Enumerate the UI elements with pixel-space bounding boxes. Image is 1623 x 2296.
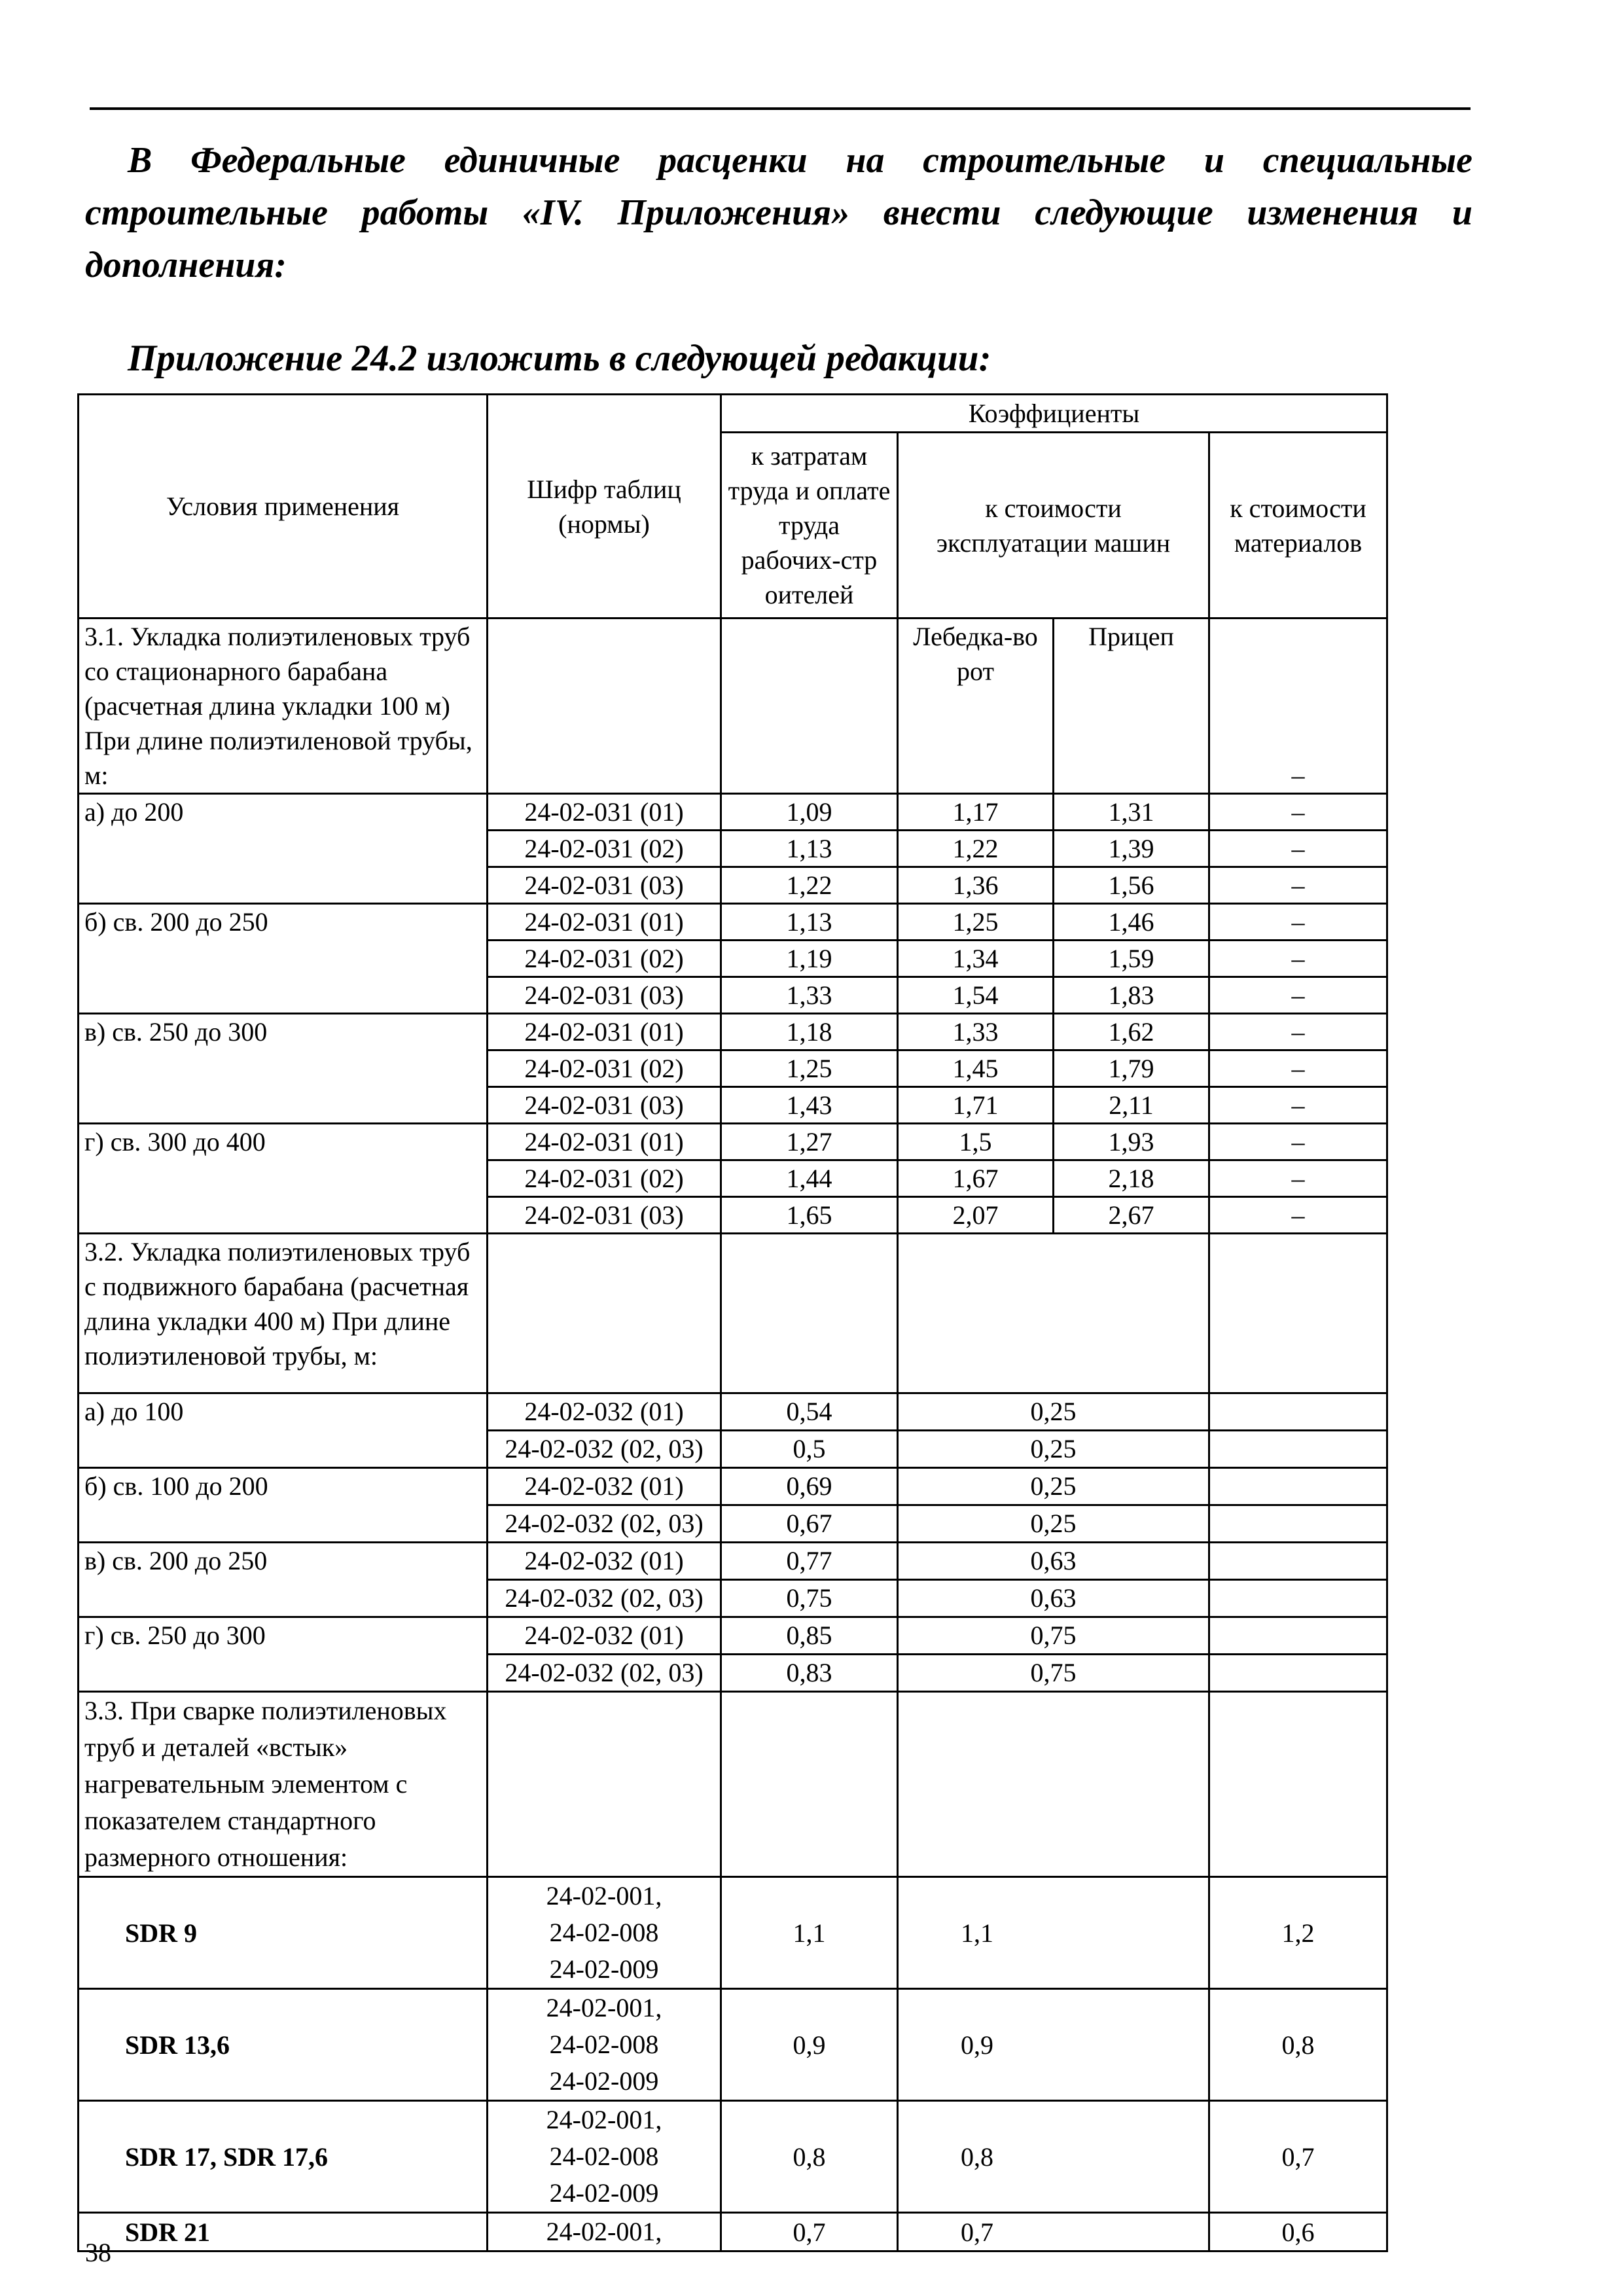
group-label: в) св. 250 до 300 [79, 1014, 488, 1124]
materials-cell [1209, 1580, 1387, 1617]
table-row [79, 1014, 1387, 1050]
code-cell: 24-02-032 (02, 03) [488, 1505, 721, 1543]
sdr-row [79, 1989, 1387, 2101]
labor-cell: 0,85 [721, 1617, 898, 1655]
table-cell [721, 619, 898, 794]
group-label: а) до 200 [79, 794, 488, 904]
code-cell: 24-02-031 (02) [488, 1050, 721, 1087]
table-cell [898, 1234, 1209, 1393]
code-cell: 24-02-031 (03) [488, 867, 721, 904]
labor-cell: 1,33 [721, 977, 898, 1014]
winch-cell: 1,25 [898, 904, 1054, 941]
materials-cell: – [1209, 794, 1387, 831]
page-number: 38 [85, 2238, 111, 2267]
group-label: а) до 100 [79, 1393, 488, 1468]
winch-cell: 1,67 [898, 1160, 1054, 1197]
materials-cell: – [1209, 867, 1387, 904]
table-cell [721, 1692, 898, 1877]
winch-cell: 1,22 [898, 831, 1054, 867]
code-cell: 24-02-031 (03) [488, 977, 721, 1014]
code-line: 24-02-001, [546, 1993, 662, 2022]
labor-cell: 0,5 [721, 1431, 898, 1468]
materials-cell: – [1209, 977, 1387, 1014]
machines-cell: 0,25 [898, 1431, 1209, 1468]
labor-cell: 0,7 [721, 2213, 898, 2251]
sdr-label: SDR 9 [79, 1877, 488, 1989]
code-cell [488, 1877, 721, 1989]
winch-cell: 1,54 [898, 977, 1054, 1014]
table-row [79, 794, 1387, 831]
labor-cell: 1,25 [721, 1050, 898, 1087]
table-cell [898, 1692, 1209, 1877]
machines-cell: 0,63 [898, 1580, 1209, 1617]
header-labor: к затратам труда и оплате труда рабочих-стр оителей [721, 433, 898, 619]
machines-cell: 0,75 [898, 1617, 1209, 1655]
materials-cell [1209, 1468, 1387, 1505]
code-line: 24-02-001, [546, 2105, 662, 2134]
code-cell: 24-02-032 (02, 03) [488, 1655, 721, 1692]
sdr-row [79, 2101, 1387, 2213]
section-2-title-row [79, 1234, 1387, 1393]
trailer-cell: 1,39 [1054, 831, 1209, 867]
group-label: г) св. 250 до 300 [79, 1617, 488, 1692]
group-label: б) св. 100 до 200 [79, 1468, 488, 1543]
code-line: 24-02-009 [549, 2066, 659, 2096]
winch-cell: 1,34 [898, 941, 1054, 977]
materials-cell: – [1209, 904, 1387, 941]
trailer-cell: 1,79 [1054, 1050, 1209, 1087]
table-cell [488, 619, 721, 794]
materials-dash: – [1209, 619, 1387, 794]
materials-cell: 0,7 [1209, 2101, 1387, 2213]
table-row [79, 1617, 1387, 1655]
group-label: б) св. 200 до 250 [79, 904, 488, 1014]
header-machines: к стоимости эксплуатации машин [898, 433, 1209, 619]
trailer-cell: 1,56 [1054, 867, 1209, 904]
code-line: 24-02-009 [549, 2178, 659, 2208]
winch-cell: 1,5 [898, 1124, 1054, 1160]
code-cell [488, 2101, 721, 2213]
materials-cell [1209, 1505, 1387, 1543]
materials-cell: – [1209, 831, 1387, 867]
sdr-label: SDR 17, SDR 17,6 [79, 2101, 488, 2213]
machines-cell: 0,9 [898, 1989, 1209, 2101]
code-cell: 24-02-031 (02) [488, 831, 721, 867]
table-row [79, 1124, 1387, 1160]
trailer-cell: 2,11 [1054, 1087, 1209, 1124]
appendix-heading: Приложение 24.2 изложить в следующей редакции: [128, 338, 991, 379]
header-code: Шифр таблиц (нормы) [488, 395, 721, 619]
code-cell: 24-02-031 (01) [488, 1124, 721, 1160]
code-cell: 24-02-031 (01) [488, 794, 721, 831]
table-row [79, 1543, 1387, 1580]
labor-cell: 1,65 [721, 1197, 898, 1234]
labor-cell: 0,8 [721, 2101, 898, 2213]
header-coefficients: Коэффициенты [721, 395, 1387, 433]
materials-cell [1209, 1655, 1387, 1692]
winch-cell: 1,17 [898, 794, 1054, 831]
sdr-label: SDR 13,6 [79, 1989, 488, 2101]
materials-cell [1209, 1543, 1387, 1580]
table-cell [721, 1234, 898, 1393]
group-label: г) св. 300 до 400 [79, 1124, 488, 1234]
labor-cell: 1,09 [721, 794, 898, 831]
trailer-cell: 1,46 [1054, 904, 1209, 941]
subheader-winch: Лебедка-во рот [898, 619, 1054, 794]
top-rule [90, 107, 1471, 110]
labor-cell: 0,77 [721, 1543, 898, 1580]
labor-cell: 1,18 [721, 1014, 898, 1050]
table-row [79, 904, 1387, 941]
section-1-title: 3.1. Укладка полиэтиленовых труб со стационарного барабана (расчетная длина укладки 100 м) При длине полиэтиленовой трубы, м: [79, 619, 488, 794]
materials-cell [1209, 1617, 1387, 1655]
trailer-cell: 1,83 [1054, 977, 1209, 1014]
code-cell: 24-02-032 (02, 03) [488, 1580, 721, 1617]
table-row [79, 1468, 1387, 1505]
trailer-cell: 1,31 [1054, 794, 1209, 831]
labor-cell: 0,69 [721, 1468, 898, 1505]
section-2-title: 3.2. Укладка полиэтиленовых труб с подвижного барабана (расчетная длина укладки 400 м) При длине полиэтиленовой трубы, м: [79, 1234, 488, 1393]
code-cell: 24-02-032 (01) [488, 1393, 721, 1431]
table-cell [1209, 1692, 1387, 1877]
labor-cell: 1,13 [721, 904, 898, 941]
header-materials: к стоимости материалов [1209, 433, 1387, 619]
materials-cell: – [1209, 1197, 1387, 1234]
group-label: в) св. 200 до 250 [79, 1543, 488, 1617]
code-cell: 24-02-031 (03) [488, 1087, 721, 1124]
section-3-title-row [79, 1692, 1387, 1877]
materials-cell: – [1209, 1160, 1387, 1197]
code-cell: 24-02-031 (01) [488, 904, 721, 941]
code-line: 24-02-008 [549, 1918, 659, 1947]
intro-text: В Федеральные единичные расценки на строительные и специальные строительные работы «IV. Приложения» внести следующие изменения и дополнения: [85, 140, 1472, 285]
code-cell: 24-02-031 (03) [488, 1197, 721, 1234]
materials-cell [1209, 1393, 1387, 1431]
machines-cell: 0,25 [898, 1393, 1209, 1431]
machines-cell: 0,25 [898, 1505, 1209, 1543]
winch-cell: 1,71 [898, 1087, 1054, 1124]
sdr-label: SDR 21 [79, 2213, 488, 2251]
code-cell: 24-02-032 (02, 03) [488, 1431, 721, 1468]
machines-cell: 0,63 [898, 1543, 1209, 1580]
winch-cell: 2,07 [898, 1197, 1054, 1234]
labor-cell: 1,22 [721, 867, 898, 904]
trailer-cell: 1,59 [1054, 941, 1209, 977]
intro-paragraph [85, 134, 1472, 291]
winch-cell: 1,45 [898, 1050, 1054, 1087]
machines-cell: 1,1 [898, 1877, 1209, 1989]
labor-cell: 1,27 [721, 1124, 898, 1160]
sdr-row [79, 2213, 1387, 2251]
machines-cell: 0,75 [898, 1655, 1209, 1692]
table-cell [488, 1692, 721, 1877]
materials-cell: 0,6 [1209, 2213, 1387, 2251]
trailer-cell: 2,67 [1054, 1197, 1209, 1234]
machines-cell: 0,7 [898, 2213, 1209, 2251]
materials-cell: 0,8 [1209, 1989, 1387, 2101]
materials-cell: 1,2 [1209, 1877, 1387, 1989]
code-cell [488, 1989, 721, 2101]
code-line: 24-02-009 [549, 1954, 659, 1984]
table-cell [1209, 1234, 1387, 1393]
section-1-title-row [79, 619, 1387, 794]
code-cell: 24-02-032 (01) [488, 1543, 721, 1580]
sdr-row [79, 1877, 1387, 1989]
table-row [79, 1393, 1387, 1431]
materials-cell [1209, 1431, 1387, 1468]
trailer-cell: 1,93 [1054, 1124, 1209, 1160]
code-cell: 24-02-032 (01) [488, 1617, 721, 1655]
table-cell [488, 1234, 721, 1393]
code-cell: 24-02-031 (01) [488, 1014, 721, 1050]
labor-cell: 1,13 [721, 831, 898, 867]
code-cell: 24-02-031 (02) [488, 941, 721, 977]
coefficients-table [77, 393, 1388, 2252]
labor-cell: 1,19 [721, 941, 898, 977]
labor-cell: 1,43 [721, 1087, 898, 1124]
code-line: 24-02-008 [549, 2030, 659, 2059]
labor-cell: 0,67 [721, 1505, 898, 1543]
section-3-title: 3.3. При сварке полиэтиленовых труб и деталей «встык» нагревательным элементом с показателем стандартного размерного отношения: [79, 1692, 488, 1877]
code-line: 24-02-008 [549, 2142, 659, 2171]
header-row-1 [79, 395, 1387, 433]
materials-cell: – [1209, 1050, 1387, 1087]
materials-cell: – [1209, 1014, 1387, 1050]
materials-cell: – [1209, 1087, 1387, 1124]
labor-cell: 1,1 [721, 1877, 898, 1989]
code-cell: 24-02-032 (01) [488, 1468, 721, 1505]
code-cell [488, 2213, 721, 2251]
code-line: 24-02-001, [546, 1881, 662, 1910]
code-line: 24-02-001, [546, 2217, 662, 2246]
trailer-cell: 2,18 [1054, 1160, 1209, 1197]
trailer-cell: 1,62 [1054, 1014, 1209, 1050]
materials-cell: – [1209, 1124, 1387, 1160]
machines-cell: 0,25 [898, 1468, 1209, 1505]
machines-cell: 0,8 [898, 2101, 1209, 2213]
winch-cell: 1,33 [898, 1014, 1054, 1050]
labor-cell: 1,44 [721, 1160, 898, 1197]
labor-cell: 0,83 [721, 1655, 898, 1692]
labor-cell: 0,54 [721, 1393, 898, 1431]
labor-cell: 0,9 [721, 1989, 898, 2101]
code-cell: 24-02-031 (02) [488, 1160, 721, 1197]
header-conditions: Условия применения [79, 395, 488, 619]
labor-cell: 0,75 [721, 1580, 898, 1617]
materials-cell: – [1209, 941, 1387, 977]
winch-cell: 1,36 [898, 867, 1054, 904]
subheader-trailer: Прицеп [1054, 619, 1209, 794]
